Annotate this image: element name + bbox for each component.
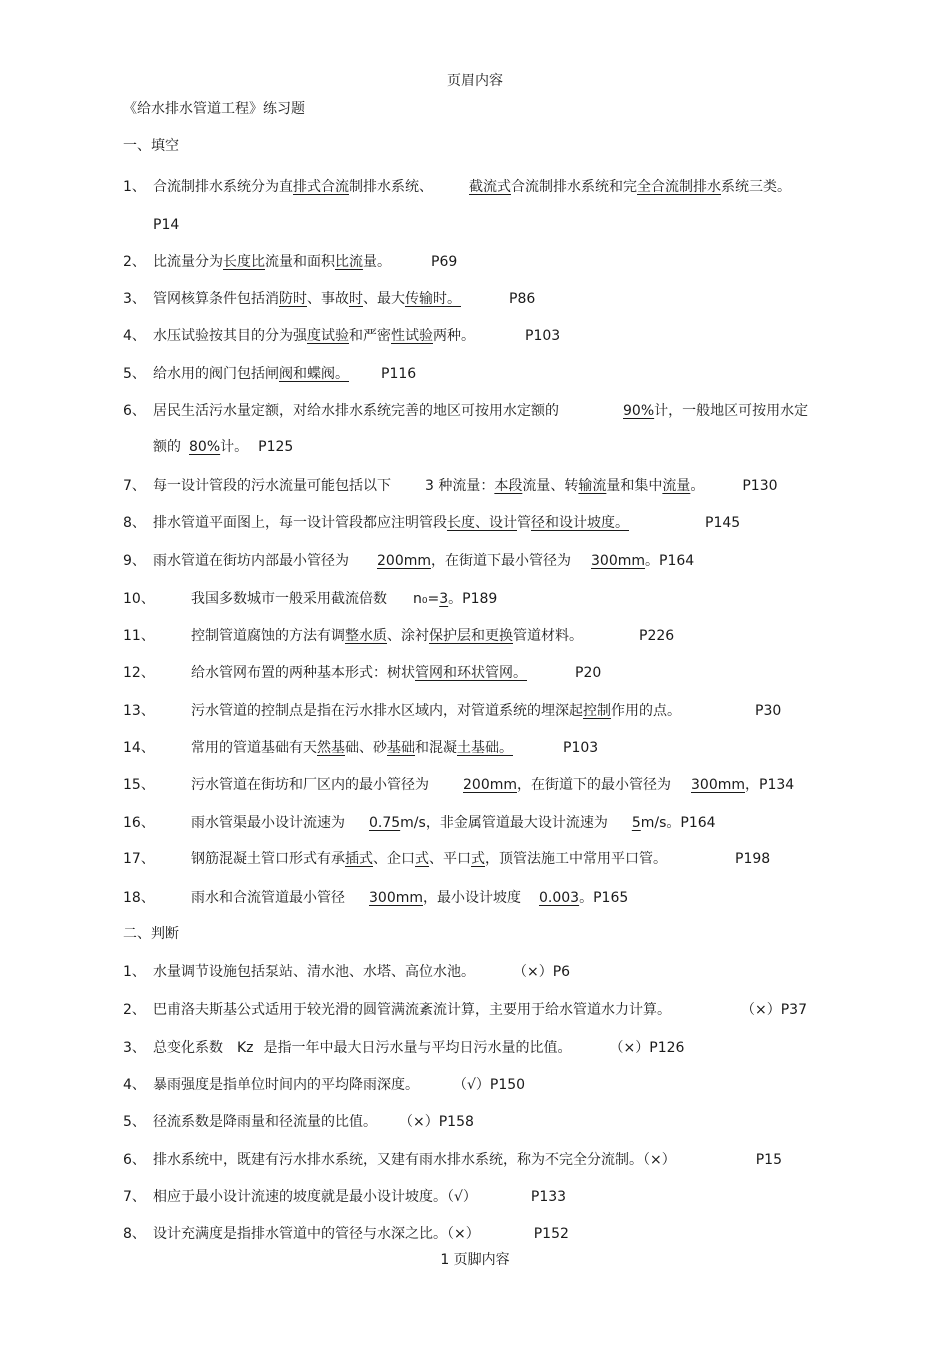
question-10: 10、 我国多数城市一般采用截流倍数 n₀=3。P189 [123, 591, 498, 607]
section-judge: 二、判断 [123, 926, 179, 942]
judge-4: 4、 暴雨强度是指单位时间内的平均降雨深度。 （√）P150 [123, 1077, 526, 1093]
question-18: 18、 雨水和合流管道最小管径 300mm，最小设计坡度 0.003。P165 [123, 890, 629, 906]
judge-8: 8、 设计充满度是指排水管道中的管径与水深之比。（×） P152 [123, 1226, 569, 1242]
judge-2: 2、 巴甫洛夫斯基公式适用于较光滑的圆管满流紊流计算，主要用于给水管道水力计算。 （×）P37 [123, 1002, 807, 1018]
judge-3: 3、 总变化系数 Kz 是指一年中最大日污水量与平均日污水量的比值。 （×）P126 [123, 1040, 685, 1056]
page-footer: 1 页脚内容 [440, 1252, 510, 1268]
question-13: 13、 污水管道的控制点是指在污水排水区域内，对管道系统的埋深起控制作用的点。 P30 [123, 703, 782, 719]
question-14: 14、 常用的管道基础有天然基础、砂基础和混凝土基础。 P103 [123, 740, 599, 756]
doc-title: 《给水排水管道工程》练习题 [123, 101, 305, 117]
question-1: 1、 合流制排水系统分为直排式合流制排水系统、 截流式合流制排水系统和完全合流制排水系统三类。 [123, 179, 791, 195]
question-15: 15、 污水管道在街坊和厂区内的最小管径为 200mm，在街道下的最小管径为 300mm，P134 [123, 777, 795, 793]
judge-7: 7、 相应于最小设计流速的坡度就是最小设计坡度。（√） P133 [123, 1189, 567, 1205]
question-7: 7、 每一设计管段的污水流量可能包括以下 3 种流量：本段流量、转输流量和集中流量。 P130 [123, 478, 778, 494]
judge-5: 5、 径流系数是降雨量和径流量的比值。 （×）P158 [123, 1114, 474, 1130]
question-2: 2、 比流量分为长度比流量和面积比流量。 P69 [123, 254, 458, 270]
page-header: 页眉内容 [447, 73, 503, 89]
question-5: 5、 给水用的阀门包括闸阀和蝶阀。 P116 [123, 366, 417, 382]
question-8: 8、 排水管道平面图上，每一设计管段都应注明管段长度、设计管径和设计坡度。 P145 [123, 515, 741, 531]
question-1-page: P14 [153, 217, 180, 233]
question-3: 3、 管网核算条件包括消防时、事故时、最大传输时。 P86 [123, 291, 536, 307]
question-16: 16、 雨水管渠最小设计流速为 0.75m/s，非金属管道最大设计流速为 5m/s。P164 [123, 815, 716, 831]
question-17: 17、 钢筋混凝土管口形式有承插式、企口式、平口式，顶管法施工中常用平口管。 P198 [123, 851, 771, 867]
question-9: 9、 雨水管道在街坊内部最小管径为 200mm，在街道下最小管径为 300mm。P164 [123, 553, 695, 569]
judge-1: 1、 水量调节设施包括泵站、清水池、水塔、高位水池。 （×）P6 [123, 964, 571, 980]
judge-6: 6、 排水系统中，既建有污水排水系统，又建有雨水排水系统，称为不完全分流制。（×） P15 [123, 1152, 782, 1168]
question-12: 12、 给水管网布置的两种基本形式：树状管网和环状管网。 P20 [123, 665, 602, 681]
question-6: 6、 居民生活污水量定额，对给水排水系统完善的地区可按用水定额的 90%计，一般地区可按用水定 [123, 403, 809, 419]
question-6-line2: 额的 80%计。 P125 [153, 439, 294, 455]
question-11: 11、 控制管道腐蚀的方法有调整水质、涂衬保护层和更换管道材料。 P226 [123, 628, 675, 644]
section-fill-blank: 一、填空 [123, 138, 179, 154]
question-4: 4、 水压试验按其目的分为强度试验和严密性试验两种。 P103 [123, 328, 561, 344]
